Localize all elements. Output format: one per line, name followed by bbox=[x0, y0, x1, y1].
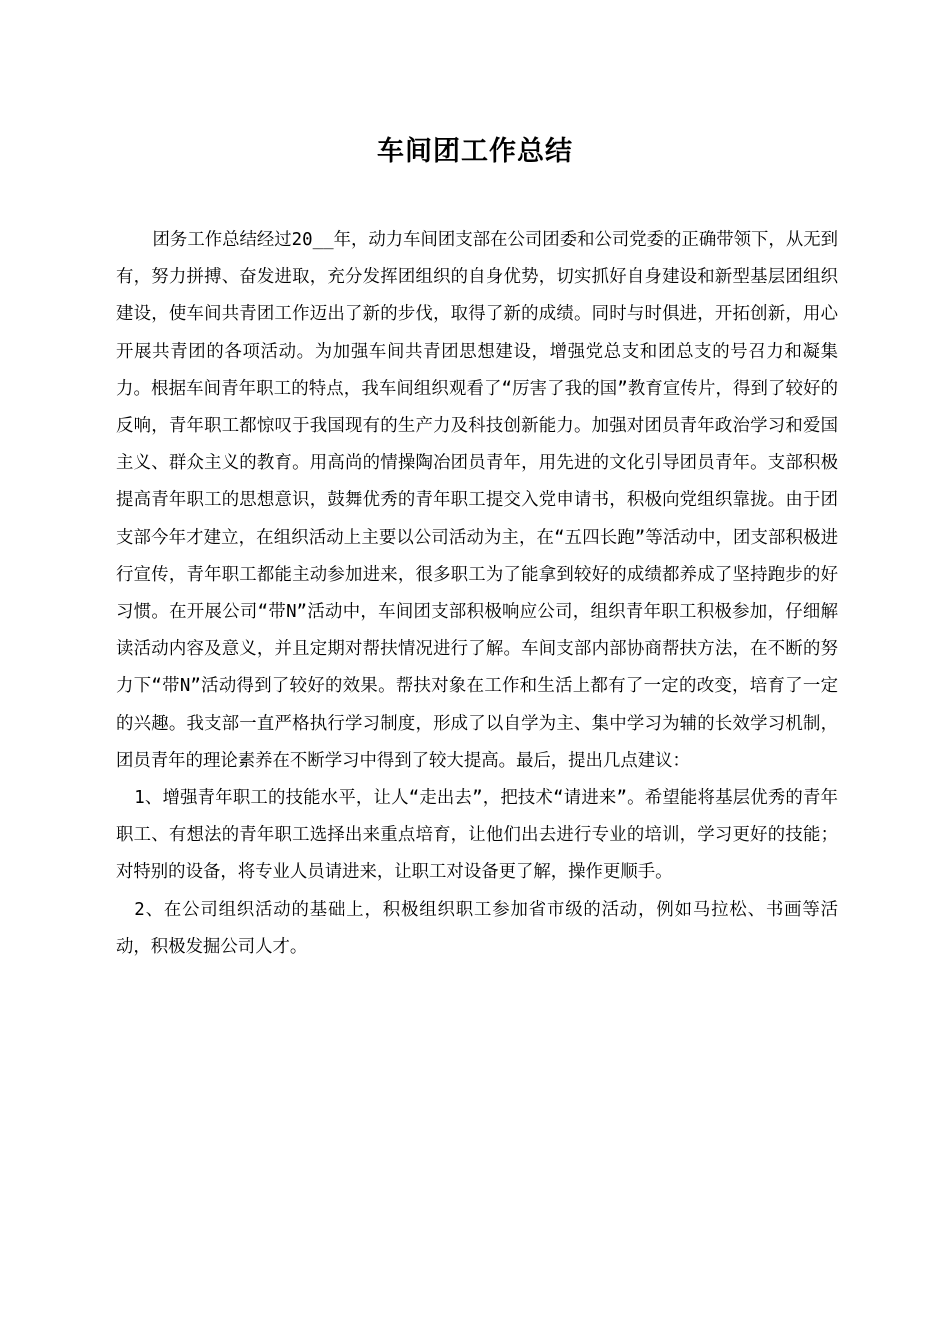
body-paragraph: 团务工作总结经过20__年，动力车间团支部在公司团委和公司党委的正确带领下，从无到有，努力拼搏、奋发进取，充分发挥团组织的自身优势，切实抓好自身建设和新型基层团组织建设，使车间共青团工作迈出了新的步伐，取得了新的成绩。同时与时俱进，开拓创新，用心开展共青团的各项活动。为加强车间共青团思想建设，增强党总支和团总支的号召力和凝集力。根据车间青年职工的特点，我车间组织观看了“厉害了我的国”教育宣传片，得到了较好的反响，青年职工都惊叹于我国现有的生产力及科技创新能力。加强对团员青年政治学习和爱国主义、群众主义的教育。用高尚的情操陶冶团员青年，用先进的文化引导团员青年。支部积极提高青年职工的思想意识，鼓舞优秀的青年职工提交入党申请书，积极向党组织靠拢。由于团支部今年才建立，在组织活动上主要以公司活动为主，在“五四长跑”等活动中，团支部积极进行宣传，青年职工都能主动参加进来，很多职工为了能拿到较好的成绩都养成了坚持跑步的好习惯。在开展公司“带N”活动中，车间团支部积极响应公司，组织青年职工积极参加，仔细解读活动内容及意义，并且定期对帮扶情况进行了解。车间支部内部协商帮扶方法，在不断的努力下“带N”活动得到了较好的效果。帮扶对象在工作和生活上都有了一定的改变，培育了一定的兴趣。我支部一直严格执行学习制度，形成了以自学为主、集中学习为辅的长效学习机制，团员青年的理论素养在不断学习中得到了较大提高。最后，提出几点建议： bbox=[116, 230, 838, 771]
suggestion-item-1: 1、增强青年职工的技能水平，让人“走出去”，把技术“请进来”。希望能将基层优秀的青年职工、有想法的青年职工选择出来重点培育，让他们出去进行专业的培训，学习更好的技能；对特别的设备，将专业人员请进来，让职工对设备更了解，操作更顺手。 bbox=[116, 788, 838, 883]
suggestion-item-2: 2、在公司组织活动的基础上，积极组织职工参加省市级的活动，例如马拉松、书画等活动，积极发掘公司人才。 bbox=[116, 899, 838, 957]
document-body bbox=[116, 222, 838, 966]
document-title: 车间团工作总结 bbox=[377, 136, 573, 167]
